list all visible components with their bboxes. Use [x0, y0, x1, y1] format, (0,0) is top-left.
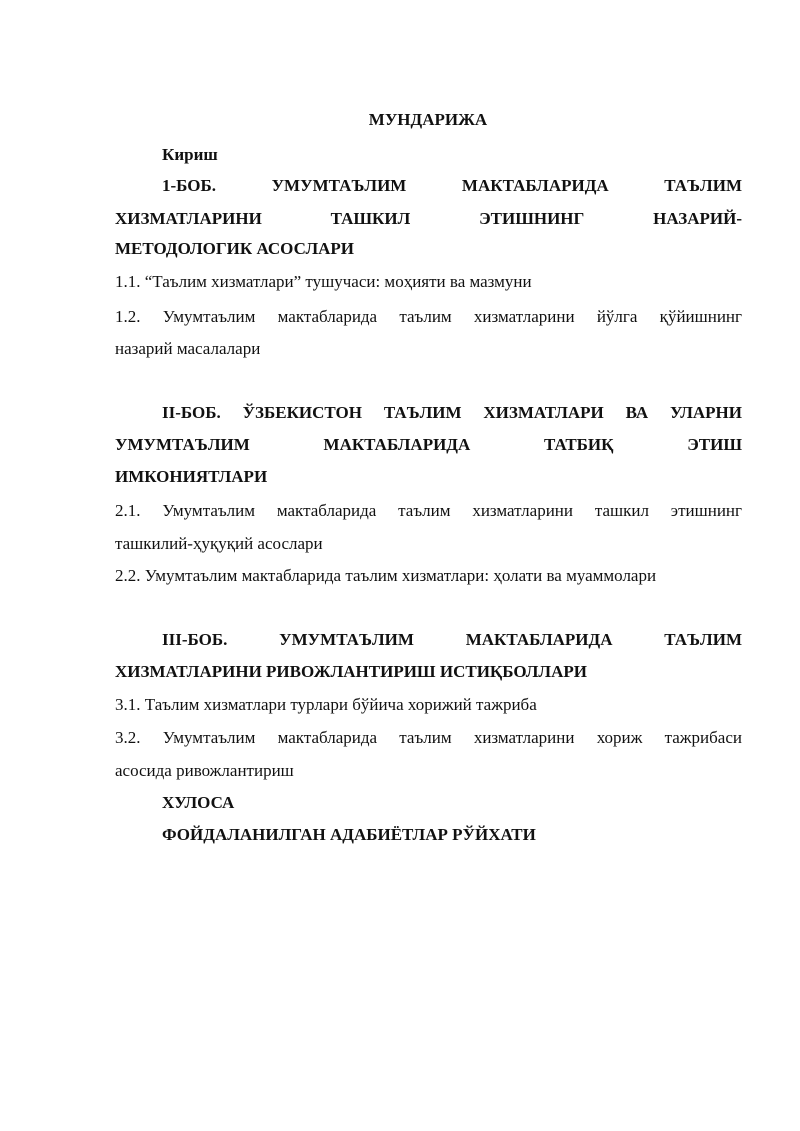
section-1-2-line1: 1.2. Умумтаълим мактабларида таълим хизматларини йўлга қўйишнинг: [115, 307, 742, 326]
toc-intro: Кириш: [162, 145, 218, 164]
chapter2-heading-line3: ИМКОНИЯТЛАРИ: [115, 467, 268, 486]
section-3-2-line1: 3.2. Умумтаълим мактабларида таълим хизматларини хориж тажрибаси: [115, 728, 742, 747]
section-1-1: 1.1. “Таълим хизматлари” тушучаси: моҳияти ва мазмуни: [115, 272, 532, 291]
chapter2-heading-line1: II-БОБ. ЎЗБЕКИСТОН ТАЪЛИМ ХИЗМАТЛАРИ ВА УЛАРНИ: [162, 403, 742, 422]
chapter2-heading-line2: УМУМТАЪЛИМ МАКТАБЛАРИДА ТАТБИҚ ЭТИШ: [115, 435, 742, 454]
toc-conclusion: ХУЛОСА: [162, 793, 235, 812]
chapter3-heading-line2: ХИЗМАТЛАРИНИ РИВОЖЛАНТИРИШ ИСТИҚБОЛЛАРИ: [115, 662, 587, 681]
toc-references: ФОЙДАЛАНИЛГАН АДАБИЁТЛАР РЎЙХАТИ: [162, 825, 536, 844]
chapter1-heading-line3: МЕТОДОЛОГИК АСОСЛАРИ: [115, 239, 354, 258]
chapter1-heading-line2: ХИЗМАТЛАРИНИ ТАШКИЛ ЭТИШНИНГ НАЗАРИЙ-: [115, 209, 742, 228]
section-1-2-line2: назарий масалалари: [115, 339, 261, 358]
section-3-2-line2: асосида ривожлантириш: [115, 761, 294, 780]
toc-title: МУНДАРИЖА: [368, 110, 488, 129]
chapter1-heading-line1: 1-БОБ. УМУМТАЪЛИМ МАКТАБЛАРИДА ТАЪЛИМ: [162, 176, 742, 195]
chapter3-heading-line1: III-БОБ. УМУМТАЪЛИМ МАКТАБЛАРИДА ТАЪЛИМ: [162, 630, 742, 649]
section-2-1-line2: ташкилий-ҳуқуқий асослари: [115, 534, 323, 553]
section-3-1: 3.1. Таълим хизматлари турлари бўйича хорижий тажриба: [115, 695, 537, 714]
section-2-2: 2.2. Умумтаълим мактабларида таълим хизматлари: ҳолати ва муаммолари: [115, 566, 657, 585]
section-2-1-line1: 2.1. Умумтаълим мактабларида таълим хизматларини ташкил этишнинг: [115, 501, 742, 520]
